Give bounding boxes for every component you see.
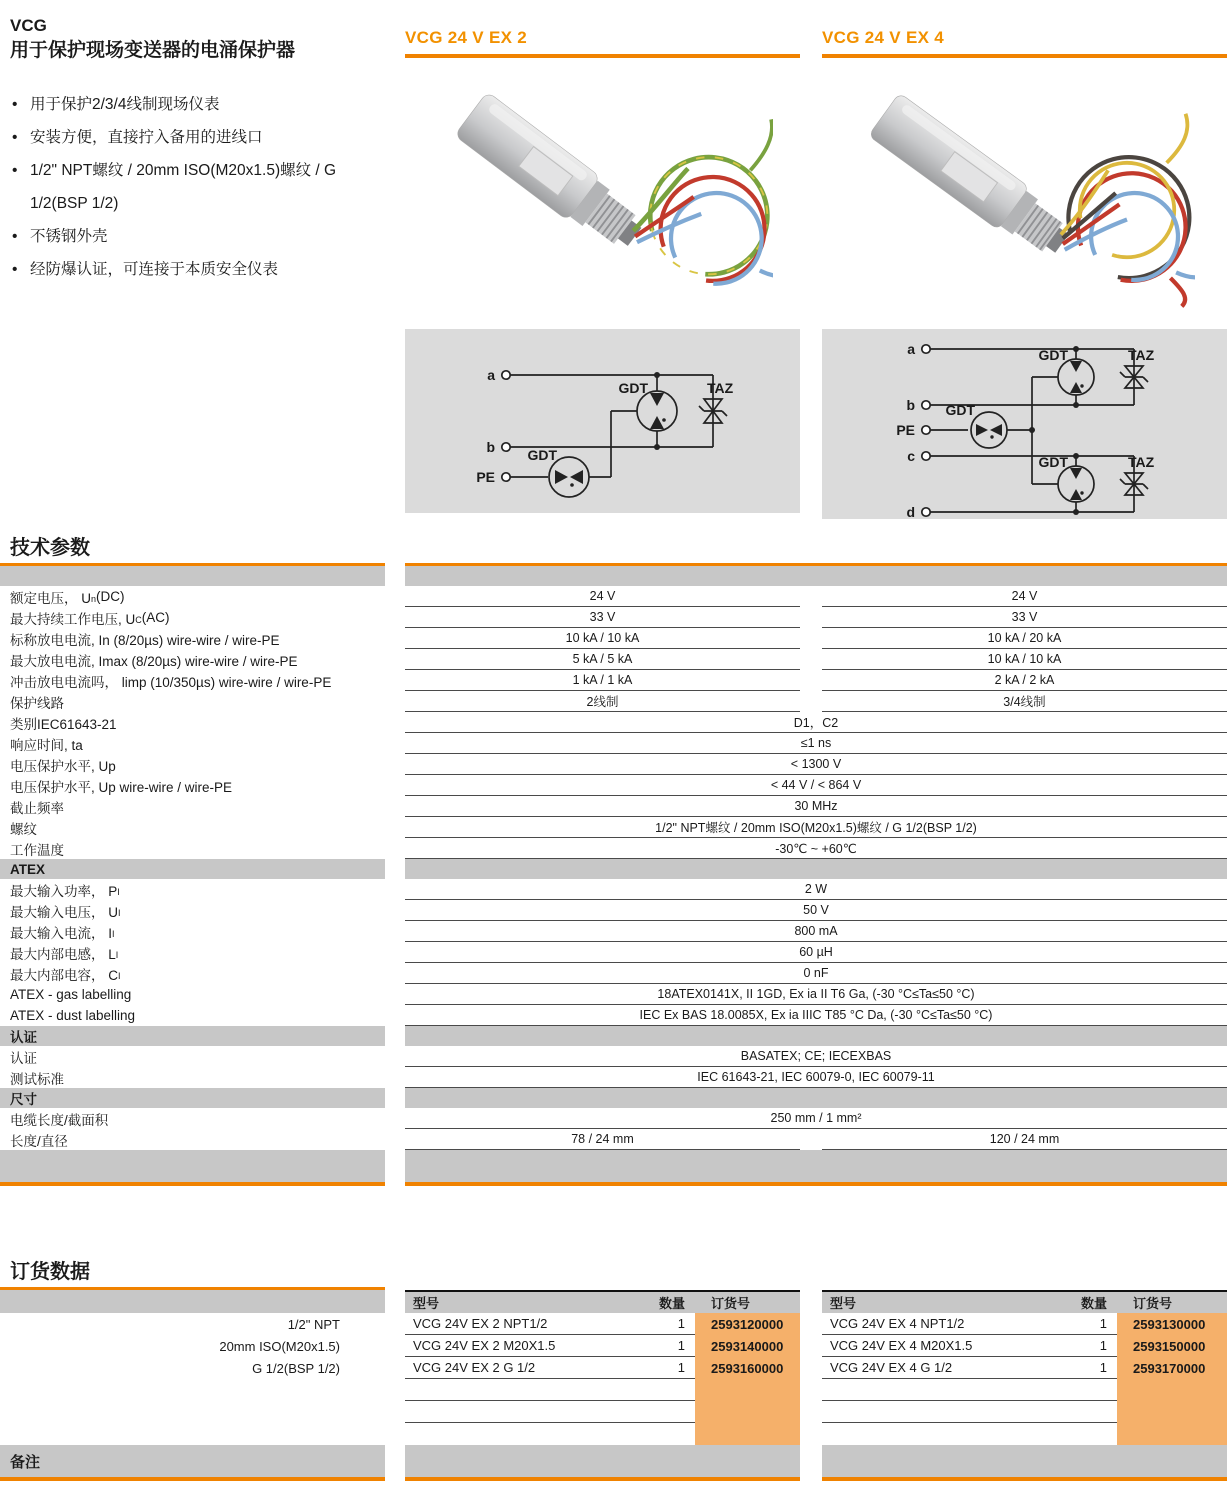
qty-cell: 1 [1077, 1335, 1117, 1357]
ordering-header-row [0, 1290, 1227, 1313]
tech-row [0, 921, 1227, 942]
tech-value: 1/2" NPT螺纹 / 20mm ISO(M20x1.5)螺纹 / G 1/2(BSP 1/2) [405, 817, 1227, 838]
ordering-heading-row [0, 1256, 1227, 1290]
tech-value: 800 mA [405, 921, 1227, 942]
taz-label: TAZ [1128, 454, 1155, 470]
column-header-model: 型号 [822, 1290, 1077, 1313]
product-photo-ex2 [405, 58, 800, 329]
feature-list [10, 88, 390, 286]
terminal-label-a: a [907, 341, 915, 357]
tech-value-ex2: 24 V [405, 586, 800, 607]
tech-row [0, 817, 1227, 838]
product-family-title: VCG [10, 16, 47, 35]
tech-heading: 技术参数 [10, 537, 90, 559]
model-cell: VCG 24V EX 2 NPT1/2 [405, 1313, 655, 1335]
gdt-label: GDT [618, 380, 648, 396]
column-header-order: 订货号 [1117, 1290, 1227, 1313]
qty-cell: 1 [655, 1335, 695, 1357]
model-cell: VCG 24V EX 4 M20X1.5 [822, 1335, 1077, 1357]
tech-label: 工作温度 [10, 842, 64, 858]
tech-label: 测试标准 [10, 1071, 64, 1087]
tech-row [0, 984, 1227, 1005]
tech-row [0, 670, 1227, 691]
page-subtitle: 用于保护现场变送器的电涌保护器 [10, 40, 296, 61]
ordering-heading: 订货数据 [10, 1261, 90, 1283]
tech-value: 250 mm / 1 mm² [405, 1108, 1227, 1129]
tech-label: 冲击放电电流吗， limp (10/350µs) wire-wire / wire-PE [10, 674, 332, 690]
tech-value: ≤1 ns [405, 733, 1227, 754]
tech-value: BASATEX; CE; IECEXBAS [405, 1046, 1227, 1067]
feature-item: • 1/2" NPT螺纹 / 20mm ISO(M20x1.5)螺纹 / G 1/2(BSP 1/2) [10, 154, 390, 220]
tech-label: 最大输入功率， P I [10, 883, 120, 899]
tech-subheader-row [0, 1026, 1227, 1046]
tech-row [0, 712, 1227, 733]
tech-value: 18ATEX0141X, II 1GD, Ex ia II T6 Ga, (-30 °C≤Ta≤50 °C) [405, 984, 1227, 1005]
tech-row [0, 963, 1227, 984]
terminal-label-a: a [487, 367, 495, 383]
tech-value-ex4: 3/4线制 [822, 691, 1227, 712]
model-cell: VCG 24V EX 4 G 1/2 [822, 1357, 1077, 1379]
product-title: VCG 24 V EX 4 [822, 28, 1227, 58]
tech-value-ex2: 5 kA / 5 kA [405, 649, 800, 670]
ordering-empty-row [0, 1423, 1227, 1445]
qty-cell: 1 [655, 1357, 695, 1379]
tech-label: 标称放电电流, In (8/20µs) wire-wire / wire-PE [10, 632, 280, 648]
tech-value: 50 V [405, 900, 1227, 921]
tech-value-ex2: 2线制 [405, 691, 800, 712]
tech-row [0, 942, 1227, 963]
ordering-row [0, 1357, 1227, 1379]
order-number-cell: 2593130000 [1117, 1313, 1227, 1335]
tech-value: < 44 V / < 864 V [405, 775, 1227, 796]
notes-heading: 备注 [0, 1445, 385, 1481]
gdt-label: GDT [527, 447, 557, 463]
tech-row [0, 775, 1227, 796]
feature-item: • 经防爆认证，可连接于本质安全仪表 [10, 253, 390, 286]
product-title: VCG 24 V EX 2 [405, 28, 800, 58]
tech-label: ATEX - gas labelling [10, 987, 132, 1002]
circuit-diagram-ex4 [822, 329, 1227, 519]
tech-value-ex4: 10 kA / 10 kA [822, 649, 1227, 670]
order-number-cell: 2593170000 [1117, 1357, 1227, 1379]
ordering-empty-row [0, 1379, 1227, 1401]
tech-row [0, 691, 1227, 712]
tech-row [0, 1108, 1227, 1129]
tech-row [0, 1129, 1227, 1150]
terminal-label-b: b [906, 397, 915, 413]
tech-row [0, 900, 1227, 921]
tech-label: 最大放电电流, Imax (8/20µs) wire-wire / wire-PE [10, 653, 298, 669]
tech-subheader-row [0, 1088, 1227, 1108]
tech-value: 60 µH [405, 942, 1227, 963]
qty-cell: 1 [1077, 1357, 1117, 1379]
terminal-label-d: d [906, 504, 915, 519]
circuit-diagram-ex2 [405, 329, 800, 513]
tech-value-ex4: 10 kA / 20 kA [822, 628, 1227, 649]
tech-label: 最大内部电感， L I [10, 946, 119, 962]
tech-label: 最大内部电容， C I [10, 967, 121, 983]
tech-subheader: ATEX [0, 859, 385, 879]
tech-section [0, 536, 1227, 1186]
terminal-label-c: c [907, 448, 915, 464]
tech-value: -30℃ ~ +60℃ [405, 838, 1227, 859]
tech-label: 类别IEC61643-21 [10, 716, 117, 732]
tech-row [0, 607, 1227, 628]
taz-label: TAZ [1128, 347, 1155, 363]
gdt-label: GDT [1038, 454, 1068, 470]
tech-row [0, 1005, 1227, 1026]
product-column-ex4 [822, 28, 1227, 519]
product-photo-ex4 [822, 58, 1227, 329]
tech-row [0, 838, 1227, 859]
ordering-section [0, 1256, 1227, 1481]
tech-label: 最大输入电流， I I [10, 925, 115, 941]
tech-value-ex4: 120 / 24 mm [822, 1129, 1227, 1150]
tech-value: 0 nF [405, 963, 1227, 984]
notes-row [0, 1445, 1227, 1481]
tech-label: 电压保护水平, Up [10, 758, 116, 774]
thread-label: G 1/2(BSP 1/2) [252, 1360, 340, 1376]
terminal-label-b: b [486, 439, 495, 455]
tech-label: 最大持续工作电压, U C (AC) [10, 610, 170, 627]
tech-label: ATEX - dust labelling [10, 1008, 136, 1023]
tech-value-ex4: 2 kA / 2 kA [822, 670, 1227, 691]
tech-value-ex2: 10 kA / 10 kA [405, 628, 800, 649]
ordering-empty-row [0, 1401, 1227, 1423]
column-header-model: 型号 [405, 1290, 655, 1313]
tech-value-ex4: 24 V [822, 586, 1227, 607]
tech-row [0, 796, 1227, 817]
tech-row [0, 879, 1227, 900]
tech-label: 电压保护水平, Up wire-wire / wire-PE [10, 779, 233, 795]
tech-label: 认证 [10, 1050, 37, 1066]
terminal-label-pe: PE [896, 422, 915, 438]
tech-label: 长度/直径 [10, 1133, 68, 1149]
ordering-row [0, 1313, 1227, 1335]
ordering-row [0, 1335, 1227, 1357]
tech-value: < 1300 V [405, 754, 1227, 775]
tech-value-ex2: 78 / 24 mm [405, 1129, 800, 1150]
tech-label: 截止频率 [10, 800, 64, 816]
tech-subheader: 尺寸 [0, 1088, 385, 1108]
tech-value: 2 W [405, 879, 1227, 900]
feature-item: • 安装方便，直接拧入备用的进线口 [10, 121, 390, 154]
tech-value: IEC 61643-21, IEC 60079-0, IEC 60079-11 [405, 1067, 1227, 1088]
tech-band-row [0, 566, 1227, 586]
tech-label: 电缆长度/截面积 [10, 1112, 109, 1128]
order-number-cell: 2593160000 [695, 1357, 800, 1379]
tech-footer-row [0, 1150, 1227, 1186]
qty-cell: 1 [655, 1313, 695, 1335]
tech-heading-row [0, 536, 1227, 566]
tech-label: 响应时间, ta [10, 737, 83, 753]
tech-row [0, 628, 1227, 649]
tech-value: IEC Ex BAS 18.0085X, Ex ia IIIC T85 °C Da, (-30 °C≤Ta≤50 °C) [405, 1005, 1227, 1026]
tech-row [0, 754, 1227, 775]
tech-row [0, 733, 1227, 754]
column-header-qty: 数量 [655, 1290, 695, 1313]
thread-label: 20mm ISO(M20x1.5) [219, 1338, 340, 1354]
tech-label: 额定电压， U n (DC) [10, 589, 125, 606]
tech-label: 保护线路 [10, 695, 64, 711]
column-header-order: 订货号 [695, 1290, 800, 1313]
taz-label: TAZ [707, 380, 734, 396]
tech-value-ex2: 33 V [405, 607, 800, 628]
gdt-label: GDT [945, 402, 975, 418]
tech-label: 最大输入电压， U I [10, 904, 121, 920]
tech-subheader-row [0, 859, 1227, 879]
terminal-label-pe: PE [476, 469, 495, 485]
order-number-cell: 2593120000 [695, 1313, 800, 1335]
tech-row [0, 1046, 1227, 1067]
intro-block [10, 16, 390, 286]
order-number-cell: 2593140000 [695, 1335, 800, 1357]
tech-row [0, 649, 1227, 670]
gdt-label: GDT [1038, 347, 1068, 363]
tech-value-ex4: 33 V [822, 607, 1227, 628]
order-number-cell: 2593150000 [1117, 1335, 1227, 1357]
tech-row [0, 1067, 1227, 1088]
tech-value: 30 MHz [405, 796, 1227, 817]
tech-row [0, 586, 1227, 607]
tech-label: 螺纹 [10, 821, 37, 837]
feature-item: • 不锈钢外壳 [10, 220, 390, 253]
model-cell: VCG 24V EX 2 G 1/2 [405, 1357, 655, 1379]
thread-label: 1/2" NPT [287, 1316, 340, 1332]
qty-cell: 1 [1077, 1313, 1117, 1335]
tech-value-ex2: 1 kA / 1 kA [405, 670, 800, 691]
tech-value: D1，C2 [405, 712, 1227, 733]
feature-item: • 用于保护2/3/4线制现场仪表 [10, 88, 390, 121]
column-header-qty: 数量 [1077, 1290, 1117, 1313]
tech-subheader: 认证 [0, 1026, 385, 1046]
model-cell: VCG 24V EX 4 NPT1/2 [822, 1313, 1077, 1335]
product-column-ex2 [405, 28, 800, 513]
tech-heading-rule [405, 536, 1227, 566]
model-cell: VCG 24V EX 2 M20X1.5 [405, 1335, 655, 1357]
